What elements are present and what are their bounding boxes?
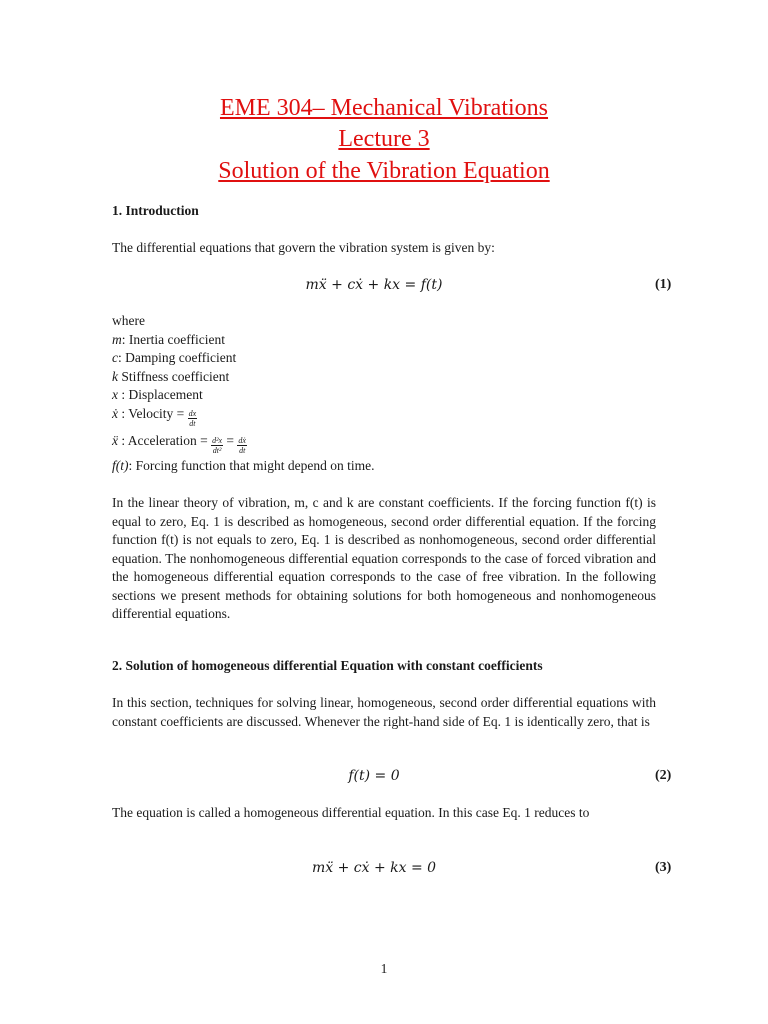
definition-item: m: Inertia coefficient xyxy=(112,331,225,347)
equation-2-expr: f(t) = 0 xyxy=(348,768,400,784)
equation-3-expr: mẍ + cẋ + kx = 0 xyxy=(311,860,437,876)
equation-2-number: (2) xyxy=(655,768,672,783)
definition-item: k Stiffness coefficient xyxy=(112,368,230,384)
definition-item: c: Damping coefficient xyxy=(112,350,237,365)
section-heading-homogeneous: 2. Solution of homogeneous differential Equation with constant coefficients xyxy=(112,658,543,673)
velocity-fraction: $\frac{dx}{dt}$ xyxy=(188,408,197,428)
page-number: 1 xyxy=(380,961,388,976)
section-heading-introduction: 1. Introduction xyxy=(112,203,199,218)
definition-item: f(t): Forcing function that might depend on time. xyxy=(112,457,375,473)
equation-3-number: (3) xyxy=(655,860,672,875)
theory-paragraph: In the linear theory of vibration, m, c and k are constant coefficients. If the forcing function f(t) is equal to zero, Eq. 1 is described as homogeneous, second order differential equation. If the forcing function f(t) is not equals to zero, Eq. 1 is described as nonhomogeneous, second order differential equation. The nonhomogeneous differential equation corresponds to the case of forced vibration and the homogeneous differential equation corresponds to the case of free vibration. In the following sections we present methods for obtaining solutions for both homogeneous and nonhomogeneous differential equations. xyxy=(112,495,656,621)
definition-item: ẋ : Velocity = $\frac{dx}{dt}$ xyxy=(112,405,197,428)
lecture-title: Solution of the Vibration Equation xyxy=(218,158,550,184)
acceleration-fraction-1: $\frac{\text{d²x}}{\text{dt²}}$ xyxy=(212,435,223,455)
where-label: where xyxy=(112,313,145,328)
equation-1-number: (1) xyxy=(655,277,672,292)
intro-text: The differential equations that govern the vibration system is given by: xyxy=(112,240,495,255)
course-title: EME 304– Mechanical Vibrations xyxy=(219,95,549,121)
homogeneous-intro-paragraph: In this section, techniques for solving linear, homogeneous, second order differential equations with constant coefficients are discussed. Whenever the right-hand side of Eq. 1 is identically zero, that is xyxy=(112,695,656,729)
definitions-list xyxy=(112,312,374,475)
definition-item: x : Displacement xyxy=(112,387,203,402)
homogeneous-reduction-paragraph: The equation is called a homogeneous differential equation. In this case Eq. 1 reduces to xyxy=(112,805,590,820)
acceleration-fraction-2: $\frac{\text{dẋ}}{dt}$ xyxy=(238,435,246,455)
lecture-number: Lecture 3 xyxy=(338,126,430,152)
equation-1-expr: mẍ + cẋ + kx = f(t) xyxy=(305,277,443,293)
definition-item: ẍ : Acceleration = $\frac{\text{d²x}}{\text{dt²}}$ = $\frac{\text{dẋ}}{dt}$ xyxy=(112,432,246,455)
